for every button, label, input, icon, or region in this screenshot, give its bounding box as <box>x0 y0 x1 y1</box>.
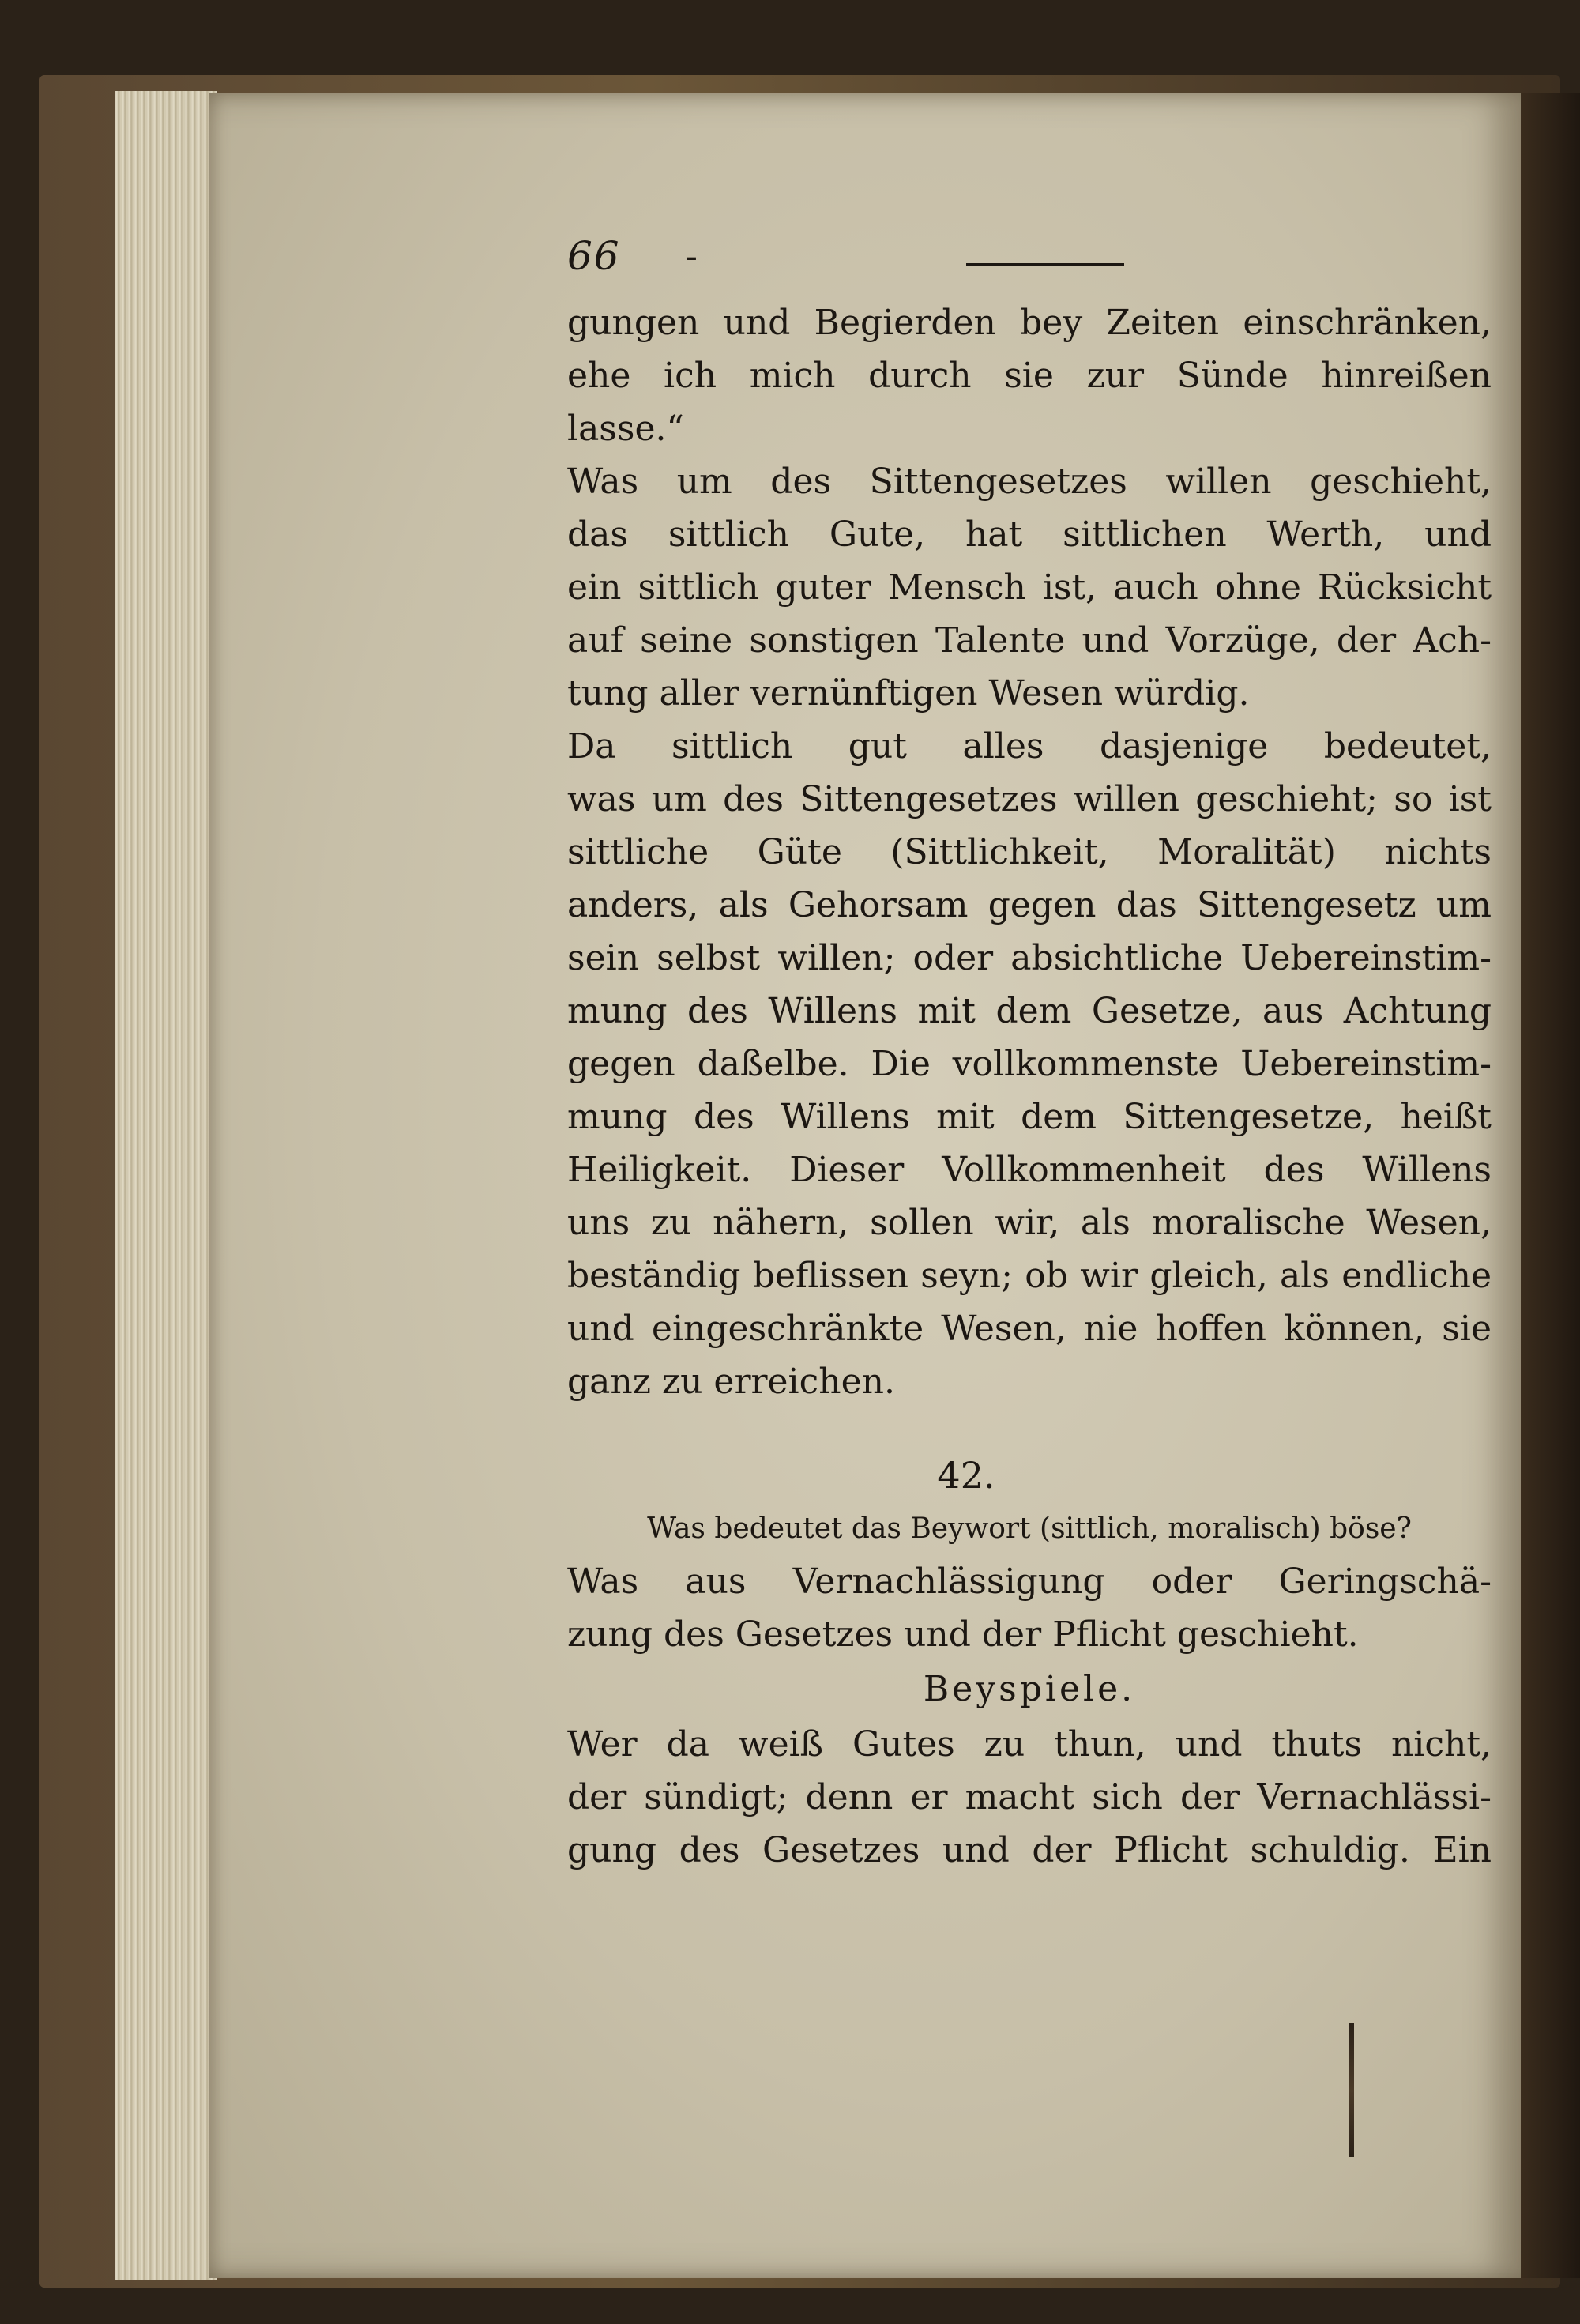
text-line: mung des Willens mit dem Sittengesetze, heißt <box>567 1097 1492 1137</box>
text-line: was um des Sittengesetzes willen geschieht; so ist <box>567 779 1492 819</box>
text-line: beständig beflissen seyn; ob wir gleich, als endliche <box>567 1256 1492 1296</box>
text-line: tung aller vernünftigen Wesen würdig. <box>567 673 1250 714</box>
text-line: uns zu nähern, sollen wir, als moralische Wesen, <box>567 1203 1492 1243</box>
binding-edge <box>1521 93 1580 2278</box>
page-edges <box>115 91 217 2280</box>
text-line: sein selbst willen; oder absichtliche Uebereinstim- <box>567 938 1492 978</box>
text-line: zung des Gesetzes und der Pflicht geschieht. <box>567 1614 1359 1655</box>
text-line: Da sittlich gut alles dasjenige bedeutet, <box>567 726 1492 767</box>
header-dash: - <box>686 236 698 277</box>
paragraph-block <box>567 296 1492 1408</box>
text-line: sittliche Güte (Sittlichkeit, Moralität) nichts <box>567 832 1492 872</box>
text-line: ein sittlich guter Mensch ist, auch ohne Rücksicht <box>567 567 1492 608</box>
examples-heading: Beyspiele. <box>923 1669 1136 1709</box>
text-line: gung des Gesetzes und der Pflicht schuldig. Ein <box>567 1830 1492 1870</box>
text-line: und eingeschränkte Wesen, nie hoffen können, sie <box>567 1309 1492 1349</box>
page-header <box>567 233 1492 296</box>
text-line: ehe ich mich durch sie zur Sünde hinreißen <box>567 356 1492 396</box>
text-line: mung des Willens mit dem Gesetze, aus Achtung <box>567 991 1492 1031</box>
text-line: lasse.“ <box>567 409 684 449</box>
header-rule <box>966 263 1124 266</box>
text-line: gegen daßelbe. Die vollkommenste Uebereinstim- <box>567 1044 1492 1084</box>
text-line: der sündigt; denn er macht sich der Vernachlässi- <box>567 1777 1492 1817</box>
text-line: auf seine sonstigen Talente und Vorzüge, der Ach- <box>567 620 1492 661</box>
section-question: Was bedeutet das Beywort (sittlich, moralisch) böse? <box>647 1512 1412 1545</box>
answer-block <box>567 1555 1492 1661</box>
text-line: Was um des Sittengesetzes willen geschieht, <box>567 461 1492 502</box>
text-line: Heiligkeit. Dieser Vollkommenheit des Willens <box>567 1150 1492 1190</box>
text-line: Wer da weiß Gutes zu thun, und thuts nicht, <box>567 1724 1492 1765</box>
section-gap <box>567 1408 1492 1448</box>
margin-mark <box>1349 2023 1354 2157</box>
text-line: das sittlich Gute, hat sittlichen Werth, und <box>567 514 1492 555</box>
text-line: anders, als Gehorsam gegen das Sittengesetz um <box>567 885 1492 925</box>
examples-block <box>567 1718 1492 1877</box>
text-line: ganz zu erreichen. <box>567 1362 895 1402</box>
section-number: 42. <box>937 1454 995 1497</box>
text-line: gungen und Begierden bey Zeiten einschränken, <box>567 303 1492 343</box>
text-line: Was aus Vernachlässigung oder Geringschä- <box>567 1561 1492 1602</box>
page-number: 66 <box>567 233 621 279</box>
page-text <box>567 233 1492 1877</box>
